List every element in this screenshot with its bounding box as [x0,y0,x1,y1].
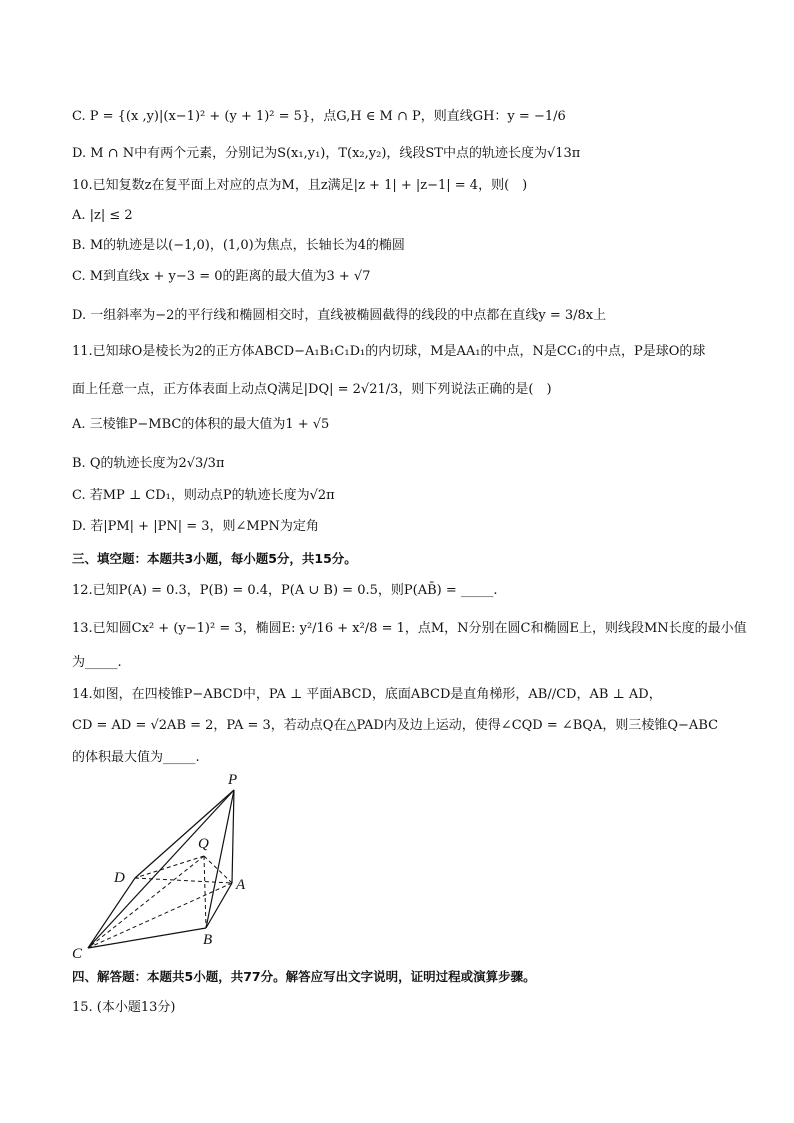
question-10-stem: 10.已知复数z在复平面上对应的点为M，且z满足|z + 1| + |z−1| = 4，则( ) [72,178,528,193]
label-b: B [203,932,213,948]
section-4-heading: 四、解答题：本题共5小题，共77分。解答应写出文字说明，证明过程或演算步骤。 [72,969,536,984]
option-11b: B. Q的轨迹长度为2√3/3π [72,456,225,471]
question-15-heading: 15. (本小题13分) [72,1000,176,1015]
question-13-line2: 为_____. [72,655,122,670]
option-11c: C. 若MP ⊥ CD₁，则动点P的轨迹长度为√2π [72,488,335,503]
option-11a: A. 三棱锥P−MBC的体积的最大值为1 + √5 [72,417,330,432]
option-10c: C. M到直线x + y−3 = 0的距离的最大值为3 + √7 [72,269,371,284]
question-12: 12.已知P(A) = 0.3，P(B) = 0.4，P(A ∪ B) = 0.5，则P(AB̄) = _____. [72,583,498,598]
edge-ba [206,883,232,928]
question-11-stem-line2: 面上任意一点，正方体表面上动点Q满足|DQ| = 2√21/3，则下列说法正确的是( ) [72,382,552,397]
option-10b: B. M的轨迹是以(−1,0)，(1,0)为焦点，长轴长为4的椭圆 [72,238,405,253]
section-3-heading: 三、填空题：本题共3小题，每小题5分，共15分。 [72,551,357,566]
pyramid-figure [60,766,260,966]
question-14-line2: CD = AD = √2AB = 2，PA = 3，若动点Q在△PAD内及边上运动，使得∠CQD = ∠BQA，则三棱锥Q−ABC [72,718,719,733]
question-14-line3: 的体积最大值为_____. [72,750,200,765]
label-d: D [114,870,125,886]
edge-pa [232,790,234,883]
question-14-line1: 14.如图，在四棱锥P−ABCD中，PA ⊥ 平面ABCD，底面ABCD是直角梯形，AB//CD，AB ⊥ AD， [72,687,662,702]
label-q: Q [198,836,209,852]
label-a: A [236,877,246,893]
option-11d: D. 若|PM| + |PN| = 3，则∠MPN为定角 [72,519,319,534]
question-13-line1: 13.已知圆Cx² + (y−1)² = 3，椭圆E: y²/16 + x²/8 = 1，点M，N分别在圆C和椭圆E上，则线段MN长度的最小值 [72,621,747,636]
edge-pc [88,790,234,948]
edge-dc [88,878,135,948]
option-10d: D. 一组斜率为−2的平行线和椭圆相交时，直线被椭圆截得的线段的中点都在直线y = 3/8x上 [72,308,607,323]
edge-cb [88,928,206,948]
option-9c: C. P = {(x ,y)|(x−1)² + (y + 1)² = 5}，点G,H ∈ M ∩ P，则直线GH：y = −1/6 [72,109,566,124]
option-10a: A. |z| ≤ 2 [72,208,133,223]
edge-qb-hidden [204,856,206,928]
label-c: C [72,946,83,962]
question-11-stem-line1: 11.已知球O是棱长为2的正方体ABCD−A₁B₁C₁D₁的内切球，M是AA₁的中点，N是CC₁的中点，P是球O的球 [72,344,706,359]
edge-qc-hidden [88,856,204,948]
option-9d: D. M ∩ N中有两个元素，分别记为S(x₁,y₁)，T(x₂,y₂)，线段ST中点的轨迹长度为√13π [72,146,581,161]
label-p: P [228,772,238,788]
